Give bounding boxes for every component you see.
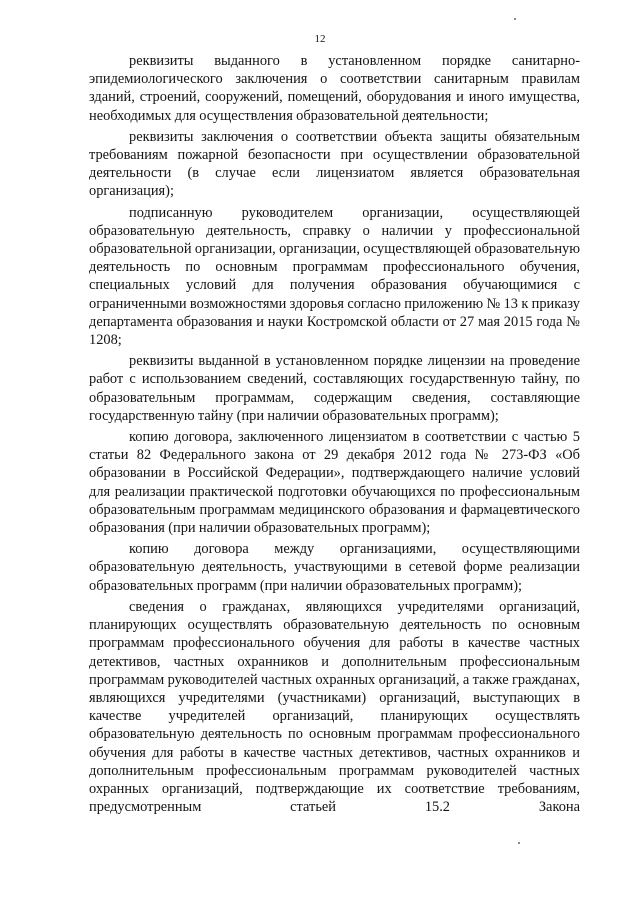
- paragraph-network-form-contract: копию договора между организациями, осуществляющими образовательную деятельность, участвующими в сетевой форме реализации образовательных программ (при наличии образовательных программ);: [89, 541, 580, 594]
- document-body: [89, 52, 580, 819]
- paragraph-practical-training-contract: копию договора, заключенного лицензиатом в соответствии с частью 5 статьи 82 Федерального закона от 29 декабря 2012 года № 273-ФЗ «Об образовании в Российской Федерации», подтверждающего наличие условий для реализации практической подготовки обучающихся по профессиональным образовательным программам медицинского образования и фармацевтического образования (при наличии образовательных программ);: [89, 429, 580, 537]
- paragraph-special-conditions-certificate: подписанную руководителем организации, осуществляющей образовательную деятельность, справку о наличии у профессиональной образовательной организации, организации, осуществляющей образовательную деятельность по основным программам профессионального обучения, специальных условий для получения образования обучающимися с ограниченными возможностями здоровья согласно приложению № 13 к приказу департамента образования и науки Костромской области от 27 мая 2015 года № 1208;: [89, 204, 580, 349]
- paragraph-sanitary-conclusion: реквизиты выданного в установленном порядке санитарно-эпидемиологического заключения о соответствии санитарным правилам зданий, строений, сооружений, помещений, оборудования и иного имущества, необходимых для осуществления образовательной деятельности;: [89, 53, 580, 124]
- page-number: 12: [314, 33, 326, 45]
- paragraph-founders-information: сведения о гражданах, являющихся учредителями организаций, планирующих осуществлять образовательную деятельность по основным программам профессионального обучения для работы в качестве частных детективов, частных охранников и дополнительным профессиональным программам руководителей частных охранных организаций, а также гражданах, являющихся учредителями (участниками) организаций, выступающих в качестве учредителей организаций, планирующих осуществлять образовательную деятельность по основным программам профессионального обучения для работы в качестве частных детективов, частных охранников и дополнительным профессиональным программам руководителей частных охранных организаций, подтверждающие их соответствие требованиям, предусмотренным статьей 15.2 Закона: [89, 598, 580, 816]
- paragraph-fire-safety-conclusion: реквизиты заключения о соответствии объекта защиты обязательным требованиям пожарной безопасности при осуществлении образовательной деятельности (в случае если лицензиатом является образовательная организация);: [89, 128, 580, 200]
- scan-speck: [514, 18, 516, 20]
- paragraph-state-secret-license: реквизиты выданной в установленном порядке лицензии на проведение работ с использованием сведений, составляющих государственную тайну, по образовательным программам, содержащим сведения, составляющие государственную тайну (при наличии образовательных программ);: [89, 353, 580, 424]
- scan-speck: [518, 842, 520, 844]
